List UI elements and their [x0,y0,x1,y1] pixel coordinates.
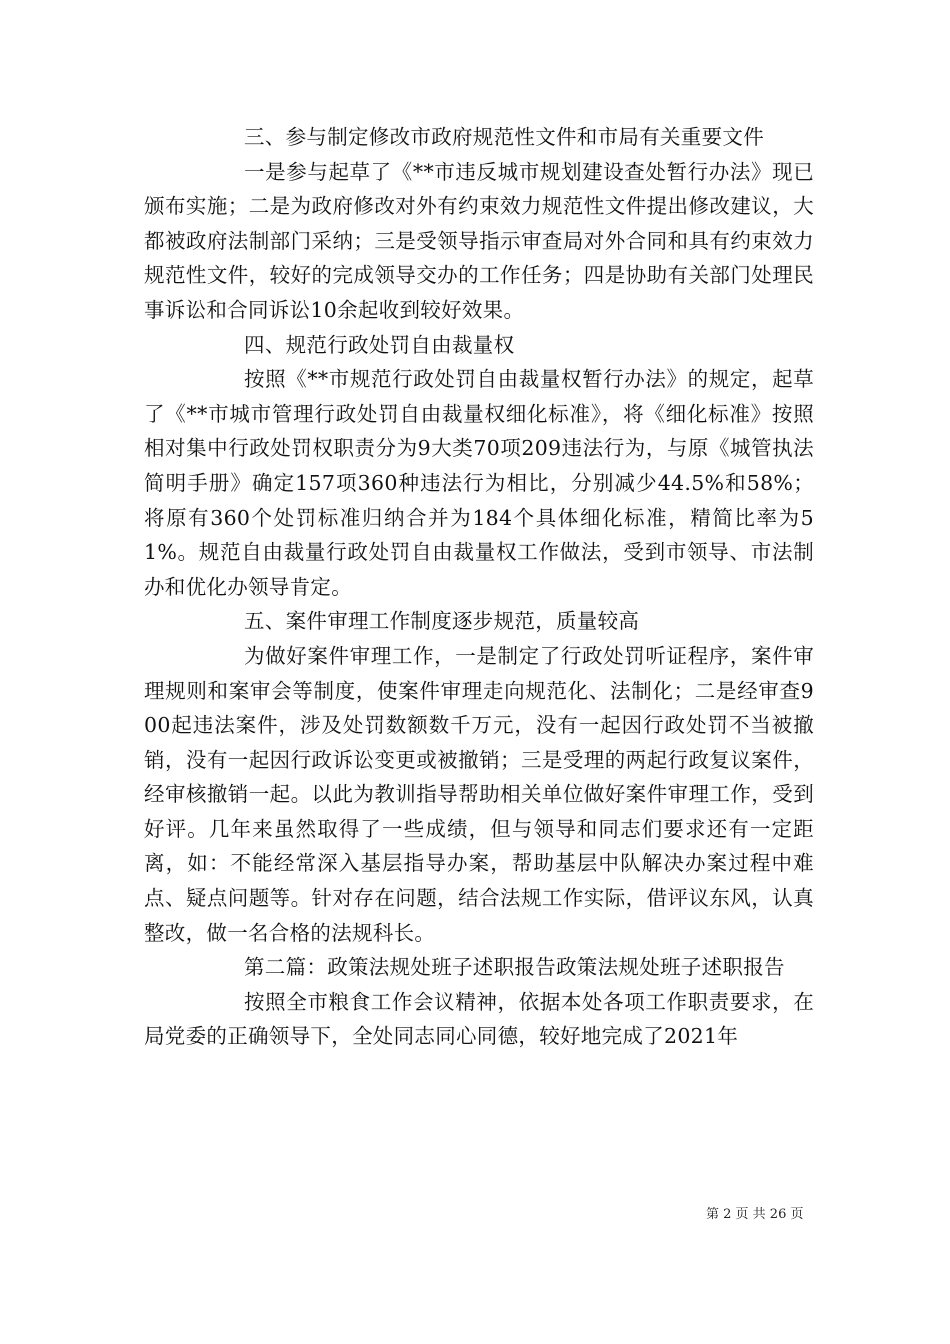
document-body [144,120,814,1054]
paragraph-case-review: 为做好案件审理工作，一是制定了行政处罚听证程序，案件审理规则和案审会等制度，使案件审理走向规范化、法制化；二是经审查900起违法案件，涉及处罚数额数千万元，没有一起因行政处罚不当被撤销，没有一起因行政诉讼变更或被撤销；三是受理的两起行政复议案件，经审核撤销一起。以此为教训指导帮助相关单位做好案件审理工作，受到好评。几年来虽然取得了一些成绩，但与领导和同志们要求还有一定距离，如：不能经常深入基层指导办案，帮助基层中队解决办案过程中难点、疑点问题等。针对存在问题，结合法规工作实际，借评议东风，认真整改，做一名合格的法规科长。 [144,643,814,945]
paragraph-discretion: 按照《**市规范行政处罚自由裁量权暂行办法》的规定，起草了《**市城市管理行政处罚自由裁量权细化标准》，将《细化标准》按照相对集中行政处罚权职责分为9大类70项209违法行为，与原《城管执法简明手册》确定157项360种违法行为相比，分别减少44.5%和58%；将原有360个处罚标准归纳合并为184个具体细化标准，精简比率为51%。规范自由裁量行政处罚自由裁量权工作做法，受到市领导、市法制办和优化办领导肯定。 [144,367,814,599]
paragraph-regulations: 一是参与起草了《**市违反城市规划建设查处暂行办法》现已颁布实施；二是为政府修改对外有约束效力规范性文件提出修改建议，大都被政府法制部门采纳；三是受领导指示审查局对外合同和具有约束效力规范性文件，较好的完成领导交办的工作任务；四是协助有关部门处理民事诉讼和合同诉讼10余起收到较好效果。 [144,159,814,322]
section-heading-4: 四、规范行政处罚自由裁量权 [244,332,515,357]
section-heading-3: 三、参与制定修改市政府规范性文件和市局有关重要文件 [244,125,764,149]
section-heading-5: 五、案件审理工作制度逐步规范，质量较高 [244,609,640,634]
chapter-heading-2: 第二篇：政策法规处班子述职报告政策法规处班子述职报告 [244,955,785,980]
paragraph-report-intro: 按照全市粮食工作会议精神，依据本处各项工作职责要求，在局党委的正确领导下，全处同志同心同德，较好地完成了2021年 [144,989,814,1049]
page-number: 第 2 页 共 26 页 [706,1207,804,1222]
